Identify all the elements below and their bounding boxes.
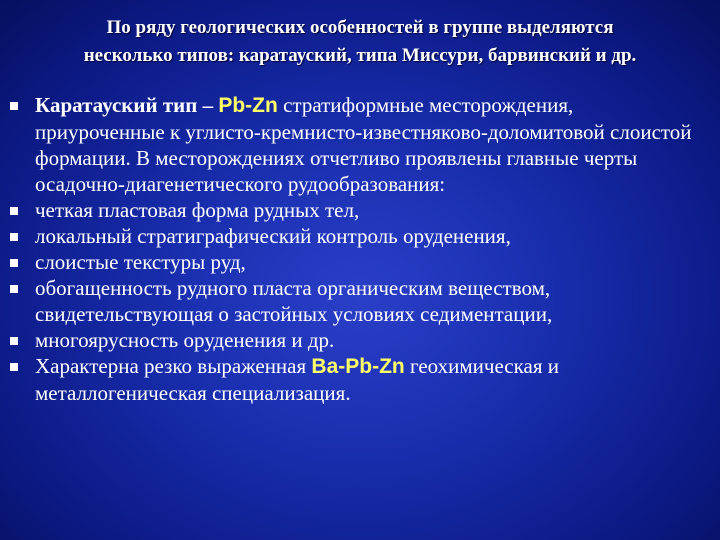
square-bullet-icon bbox=[10, 363, 18, 371]
list-item bbox=[0, 223, 720, 249]
title-line-2: несколько типов: каратауский, типа Миссури, барвинский и др. bbox=[83, 45, 637, 66]
item-text: стратиформные месторождения, приуроченные к углисто-кремнисто-известняково-доломитовой слоистой формации. В месторождениях отчетливо проявлены главные черты осадочно-диагенетического рудообразования: bbox=[35, 93, 692, 196]
metals-pb-zn: Pb-Zn bbox=[218, 94, 278, 117]
square-bullet-icon bbox=[10, 337, 18, 345]
square-bullet-icon bbox=[10, 259, 18, 267]
square-bullet-icon bbox=[10, 102, 18, 110]
bullet-list bbox=[0, 92, 720, 406]
metals-ba-pb-zn: Ba-Pb-Zn bbox=[311, 355, 405, 378]
item-text: слоистые текстуры руд, bbox=[35, 250, 246, 274]
list-item bbox=[0, 249, 720, 275]
item-text: локальный стратиграфический контроль оруденения, bbox=[35, 224, 511, 248]
square-bullet-icon bbox=[10, 285, 18, 293]
item-text: четкая пластовая форма рудных тел, bbox=[35, 198, 360, 222]
list-item bbox=[0, 197, 720, 223]
list-item bbox=[0, 92, 720, 197]
item-text: геохимическая и металлогеническая специализация. bbox=[35, 354, 559, 405]
slide-title bbox=[0, 14, 720, 70]
item-text: многоярусность оруденения и др. bbox=[35, 328, 335, 352]
list-item bbox=[0, 275, 720, 327]
square-bullet-icon bbox=[10, 233, 18, 241]
list-item bbox=[0, 353, 720, 406]
list-item bbox=[0, 327, 720, 353]
karatau-type-label: Каратауский тип – bbox=[35, 93, 219, 117]
item-text: обогащенность рудного пласта органическим веществом, свидетельствующая о застойных условиях седиментации, bbox=[35, 276, 553, 326]
square-bullet-icon bbox=[10, 207, 18, 215]
title-line-1: По ряду геологических особенностей в группе выделяются bbox=[106, 17, 614, 38]
item-text: Характерна резко выраженная bbox=[35, 354, 312, 378]
